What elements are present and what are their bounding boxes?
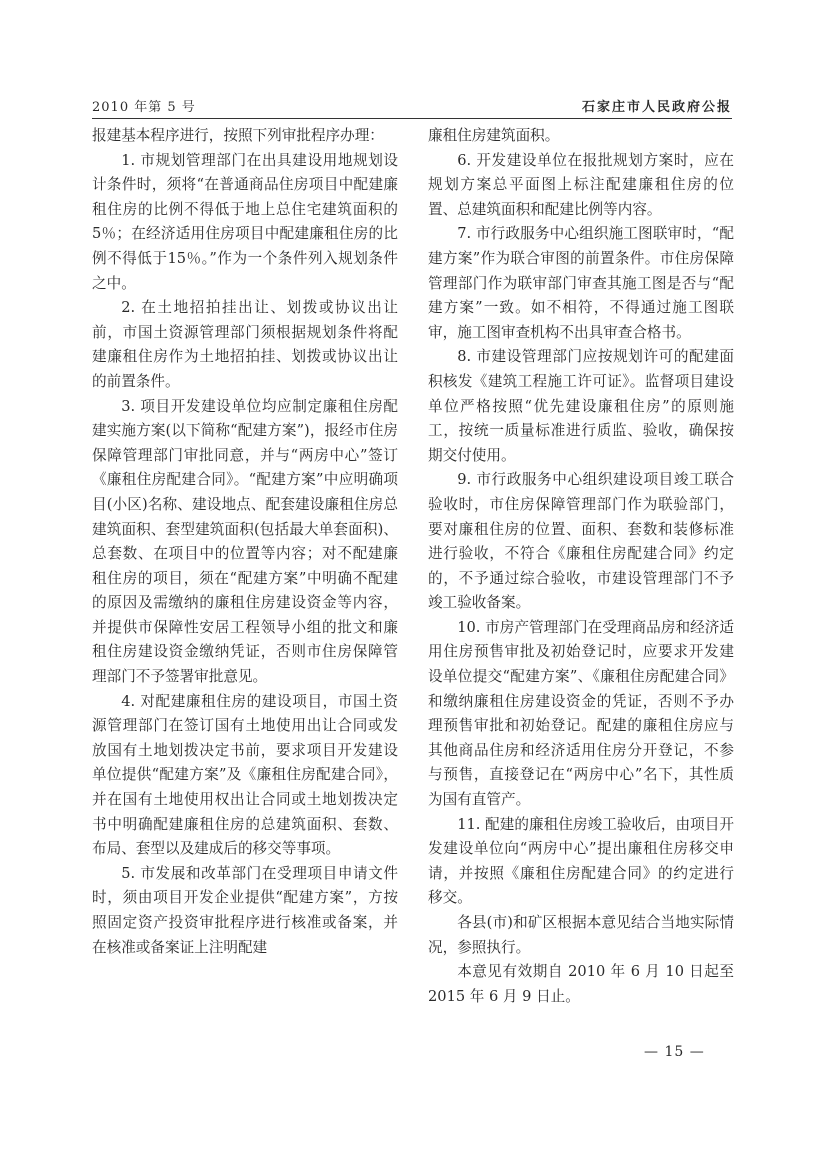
paragraph: 5. 市发展和改革部门在受理项目申请文件时，须由项目开发企业提供“配建方案”，方按照固定资产投资审批程序进行核准或备案，并在核准或备案证上注明配建: [92, 864, 398, 956]
page-header: [92, 96, 732, 118]
paragraph: 9. 市行政服务中心组织建设项目竣工联合验收时，市住房保障管理部门作为联验部门，要对廉租住房的位置、面积、套数和装修标准进行验收，不符合《廉租住房配建合同》约定的，不予通过综合验收，市建设管理部门不予竣工验收备案。: [428, 471, 734, 612]
paragraph: 廉租住房建筑面积。: [428, 127, 560, 144]
paragraph: 11. 配建的廉租住房竣工验收后，由项目开发建设单位向“两房中心”提出廉租住房移交申请，并按照《廉租住房配建合同》的约定进行移交。: [428, 815, 734, 907]
paragraph: 4. 对配建廉租住房的建设项目，市国土资源管理部门在签订国有土地使用出让合同或发放国有土地划拨决定书前，要求项目开发建设单位提供“配建方案”及《廉租住房配建合同》，并在国有土地使用权出让合同或土地划拨决定书中明确配建廉租住房的总建筑面积、套数、布局、套型以及建成后的移交等事项。: [92, 692, 398, 858]
page-number: — 15 —: [644, 1044, 705, 1060]
header-rule: [92, 118, 732, 119]
paragraph: 报建基本程序进行，按照下列审批程序办理：: [92, 127, 384, 144]
paragraph: 6. 开发建设单位在报批规划方案时，应在规划方案总平面图上标注配建廉租住房的位置、总建筑面积和配建比例等内容。: [428, 151, 734, 218]
paragraph: 2. 在土地招拍挂出让、划拨或协议出让前，市国土资源管理部门须根据规划条件将配建廉租住房作为土地招拍挂、划拨或协议出让的前置条件。: [92, 299, 398, 390]
paragraph: 7. 市行政服务中心组织施工图联审时，“配建方案”作为联合审图的前置条件。市住房保障管理部门作为联审部门审查其施工图是否与“配建方案”一致。如不相符，不得通过施工图联审，施工图审查机构不出具审查合格书。: [428, 225, 734, 341]
publication-title: 石家庄市人民政府公报: [581, 100, 732, 115]
left-column: [92, 124, 398, 960]
paragraph: 各县(市)和矿区根据本意见结合当地实际情况，参照执行。: [428, 914, 734, 956]
issue-label: 2010 年第 5 号: [92, 100, 196, 115]
paragraph: 8. 市建设管理部门应按规划许可的配建面积核发《建筑工程施工许可证》。监督项目建设单位严格按照“优先建设廉租住房”的原则施工，按统一质量标准进行质监、验收，确保按期交付使用。: [428, 348, 734, 464]
paragraph: 10. 市房产管理部门在受理商品房和经济适用住房预售审批及初始登记时，应要求开发建设单位提交“配建方案”、《廉租住房配建合同》和缴纳廉租住房建设资金的凭证，否则不予办理预售审批和初始登记。配建的廉租住房应与其他商品住房和经济适用住房分开登记，不参与预售，直接登记在“两房中心”名下，其性质为国有直管产。: [428, 618, 734, 809]
paragraph: 1. 市规划管理部门在出具建设用地规划设计条件时，须将“在普通商品住房项目中配建廉租住房的比例不得低于地上总住宅建筑面积的 5％；在经济适用住房项目中配建廉租住房的比例不得低于15％。”作为一个条件列入规划条件之中。: [92, 151, 398, 292]
paragraph: 3. 项目开发建设单位均应制定廉租住房配建实施方案(以下简称“配建方案”)，报经市住房保障管理部门审批同意，并与“两房中心”签订《廉租住房配建合同》。“配建方案”中应明确项目(小区)名称、建设地点、配套建设廉租住房总建筑面积、套型建筑面积(包括最大单套面积)、总套数、在项目中的位置等内容；对不配建廉租住房的项目，须在“配建方案”中明确不配建的原因及需缴纳的廉租住房建设资金等内容，并提供市保障性安居工程领导小组的批文和廉租住房建设资金缴纳凭证，否则市住房保障管理部门不予签署审批意见。: [92, 397, 398, 686]
right-column: [428, 124, 734, 1009]
paragraph: 本意见有效期自 2010 年 6 月 10 日起至 2015 年 6 月 9 日止。: [428, 963, 734, 1005]
